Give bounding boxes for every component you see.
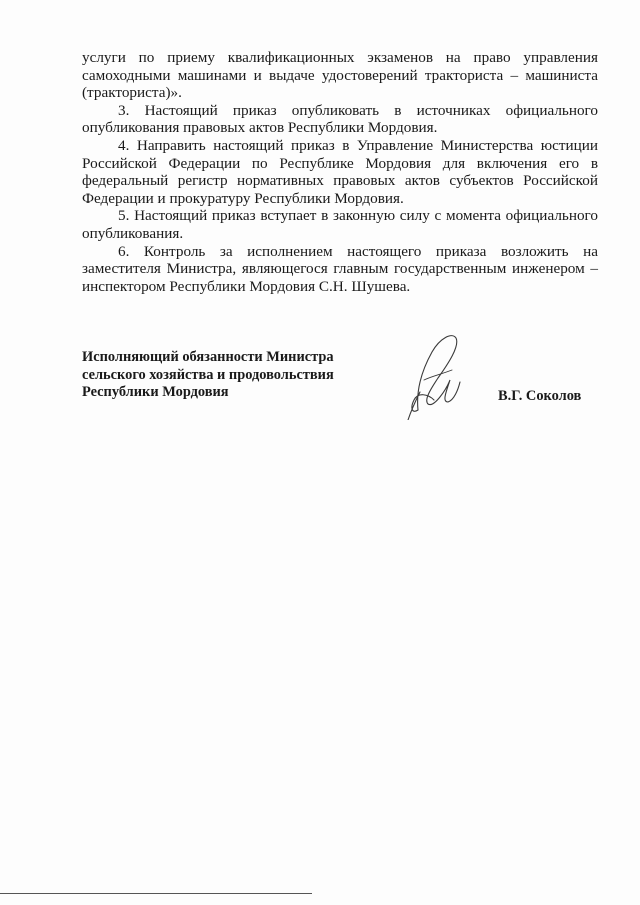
document-body: [82, 49, 598, 295]
signatory-line-2: сельского хозяйства и продовольствия: [82, 366, 334, 383]
signatory-line-3: Республики Мордовия: [82, 384, 229, 401]
paragraph-3: 3. Настоящий приказ опубликовать в источниках официального опубликования правовых актов Республики Мордовия.: [82, 101, 598, 137]
footer-rule: [0, 893, 312, 894]
paragraph-5: 5. Настоящий приказ вступает в законную силу с момента официального опубликования.: [82, 207, 598, 242]
paragraph-continuation: услуги по приему квалификационных экзаменов на право управления самоходными машинами и выдаче удостоверений тракториста – машиниста (тракториста)».: [82, 49, 598, 102]
signatory-line-1: Исполняющий обязанности Министра: [82, 349, 334, 365]
paragraph-4: 4. Направить настоящий приказ в Управление Министерства юстиции Российской Федерации по Республике Мордовия для включения его в федеральный регистр нормативных правовых актов субъектов Российской Федерации и прокуратуру Республики Мордовия.: [82, 136, 598, 207]
signer-name: В.Г. Соколов: [498, 388, 582, 404]
paragraph-6: 6. Контроль за исполнением настоящего приказа возложить на заместителя Министра, являющегося главным государственным инженером – инспектором Республики Мордовия С.Н. Шушева.: [82, 242, 598, 295]
handwritten-signature: [398, 330, 478, 420]
signatory-title: [82, 349, 382, 402]
